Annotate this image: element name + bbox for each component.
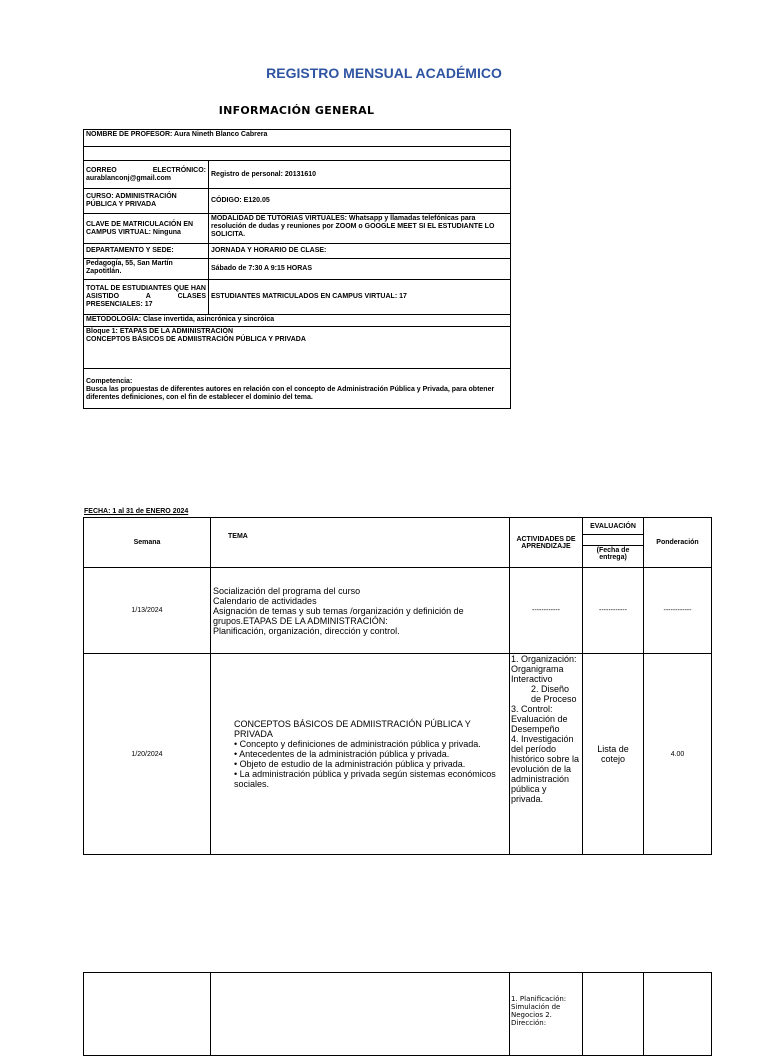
tema-bullet: • La administración pública y privada según sistemas económicos sociales. (234, 769, 496, 789)
bloque-line-2: CONCEPTOS BÁSICOS DE ADMIISTRACIÓN PÚBLICA Y PRIVADA (86, 336, 306, 343)
tema-bullet: • Concepto y definiciones de administración pública y privada. (234, 739, 481, 749)
tema-title: CONCEPTOS BÁSICOS DE ADMIISTRACIÓN PÚBLICA Y PRIVADA (234, 719, 471, 739)
profesor-cell: NOMBRE DE PROFESOR: Aura Nineth Blanco Cabrera (84, 130, 511, 147)
tema-bullet: • Objeto de estudio de la administración pública y privada. (234, 759, 466, 769)
tema-header: TEMA (211, 518, 510, 568)
tema-line: Calendario de actividades (213, 595, 317, 606)
correo-label: CORREO ELECTRÓNICO: (86, 166, 206, 174)
actividades-cell: 1. Planificación: Simulación de Negocios 2. Dirección: (510, 973, 583, 1056)
registro-cell: Registro de personal: 20131610 (209, 161, 511, 189)
semana-cell (84, 973, 211, 1056)
evaluacion-subcell (583, 535, 644, 546)
competencia-text: Busca las propuestas de diferentes autores en relación con el concepto de Administración Pública y Privada, para obtener diferentes definiciones, con el fin de establecer el dominio del tema. (86, 386, 495, 401)
bloque-cell (84, 327, 511, 369)
evaluacion-cell: Lista de cotejo (583, 654, 644, 855)
ponderacion-cell: ------------ (644, 568, 712, 654)
section-subtitle: INFORMACIÓN GENERAL (218, 104, 375, 117)
horario-cell: Sábado de 7:30 A 9:15 HORAS (209, 259, 511, 280)
actividades-header: ACTIVIDADES DE APRENDIZAJE (510, 518, 583, 568)
evaluacion-header: EVALUACIÓN (583, 518, 644, 535)
ponderacion-cell: 4.00 (644, 654, 712, 855)
fecha-label: FECHA: 1 al 31 de ENERO 2024 (84, 508, 189, 515)
table-row (84, 568, 712, 654)
evaluacion-cell: ------------ (583, 568, 644, 654)
ponderacion-cell (644, 973, 712, 1056)
table-row (84, 973, 712, 1056)
matriculados-cell: ESTUDIANTES MATRICULADOS EN CAMPUS VIRTUAL: 17 (209, 280, 511, 315)
tema-line: Planificación, organización, dirección y control. (213, 625, 400, 636)
metodologia-cell: METODOLOGÍA: Clase invertida, asincrónica y sincróica (84, 315, 511, 327)
tema-line: Socialización del programa del curso (213, 585, 361, 596)
table-row (84, 654, 712, 855)
actividades-cell: ------------ (510, 568, 583, 654)
codigo-cell: CÓDIGO: E120.05 (209, 189, 511, 214)
correo-cell (84, 161, 209, 189)
jornada-cell: JORNADA Y HORARIO DE CLASE: (209, 244, 511, 259)
total-asistido-cell: TOTAL DE ESTUDIANTES QUE HAN ASISTIDO A CLASES PRESENCIALES: 17 (84, 280, 209, 315)
tema-cell (211, 973, 510, 1056)
actividad-line: 1. Organización: Organigrama Interactivo (511, 654, 577, 684)
curso-cell: CURSO: ADMINISTRACIÓN PÚBLICA Y PRIVADA (84, 189, 209, 214)
fecha-entrega-header: (Fecha de entrega) (583, 546, 644, 568)
ponderacion-header: Ponderación (644, 518, 712, 568)
semana-header: Semana (84, 518, 211, 568)
clave-cell: CLAVE DE MATRICULACIÓN EN CAMPUS VIRTUAL: Ninguna (84, 214, 209, 244)
evaluacion-cell (583, 973, 644, 1056)
general-info-table (83, 129, 511, 409)
semana-cell: 1/20/2024 (84, 654, 211, 855)
tema-bullet: • Antecedentes de la administración pública y privada. (234, 749, 450, 759)
weekly-plan-table-continued (83, 972, 712, 1056)
competencia-cell (84, 369, 511, 409)
tema-line: Asignación de temas y sub temas /organización y definición de grupos.ETAPAS DE LA ADMINISTRACIÓN: (213, 605, 464, 626)
correo-value: aurablanconj@gmail.com (86, 174, 172, 182)
actividad-line: 3. Control: Evaluación de Desempeño (511, 704, 568, 734)
competencia-label: Competencia: (86, 378, 133, 385)
tema-cell (211, 568, 510, 654)
modalidad-cell: MODALIDAD DE TUTORIAS VIRTUALES: Whatsapp y llamadas telefónicas para resolución de dudas y reuniones por ZOOM o GOOGLE MEET SI EL ESTUDIANTE LO SOLICITA. (209, 214, 511, 244)
actividades-cell (510, 654, 583, 855)
actividad-line: 2. Diseño de Proceso (531, 684, 577, 704)
actividad-line: 4. Investigación del período histórico sobre la evolución de la administración pública y privada. (511, 734, 580, 804)
sede-cell: Pedagogía, 55, San Martín Zapotitlán. (84, 259, 209, 280)
bloque-line-1: Bloque 1: ETAPAS DE LA ADMINISTRACIÓN (86, 328, 233, 335)
empty-cell (84, 147, 511, 161)
page-title: REGISTRO MENSUAL ACADÉMICO (266, 65, 502, 81)
weekly-plan-table (83, 517, 712, 855)
tema-cell (211, 654, 510, 855)
departamento-cell: DEPARTAMENTO Y SEDE: (84, 244, 209, 259)
semana-cell: 1/13/2024 (84, 568, 211, 654)
